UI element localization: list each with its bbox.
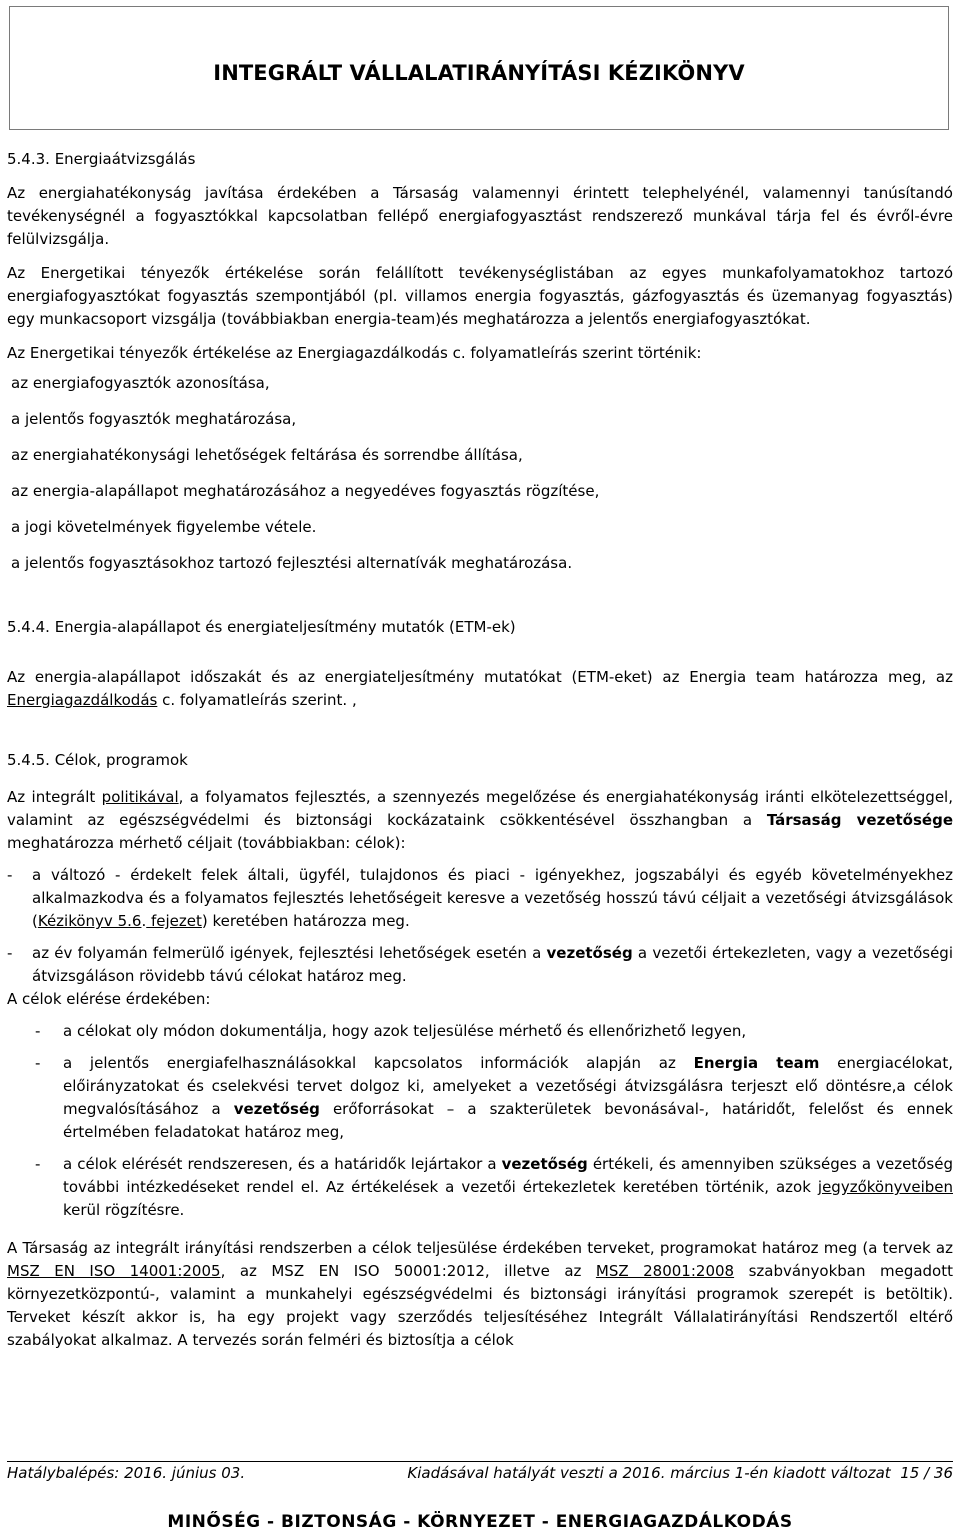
paragraph: Az Energetikai tényezők értékelése során felállított tevékenységlistában az egyes munkafolyamatokhoz tartozó energiafogyasztókat fogyasztás szempontjából (pl. villamos energia fogyasztás, gázfogyasztás és üzemanyag fogyasztás) egy munkacsoport vizsgálja (továbbiakban energia-team)és meghatározza a jelentős energiafogyasztókat. — [7, 264, 953, 328]
section-heading-5-4-5: 5.4.5. Célok, programok — [7, 751, 188, 769]
fejezet-link[interactable]: fejezet — [146, 912, 202, 930]
list-item: a jelentős fogyasztók meghatározása, — [11, 410, 297, 428]
section-heading-5-4-3: 5.4.3. Energiaátvizsgálás — [7, 150, 196, 168]
iso-14001-link[interactable]: MSZ EN ISO 14001:2005 — [7, 1262, 221, 1280]
consumer-steps-list — [7, 372, 953, 575]
msz-28001-link[interactable]: MSZ 28001:2008 — [595, 1262, 735, 1280]
list-item: - a jelentős energiafelhasználásokkal kapcsolatos információk alapján az Energia team energiacélokat, előirányzatokat és cselekvési tervet dolgoz ki, amelyeket a vezetőségi átvizsgálásra terjeszt elő döntésre,a célok megvalósításához a vezetőség erőforrásokat – a szakterületek bevonásával-, határidőt, felelőst és ennek értelmében feladatokat határoz meg, — [35, 1054, 953, 1141]
effective-date: Hatálybalépés: 2016. június 03. — [7, 1464, 246, 1482]
politika-link[interactable]: politikával — [101, 788, 179, 806]
list-item: a jelentős fogyasztásokhoz tartozó fejlesztési alternatívák meghatározása. — [11, 554, 573, 572]
section-heading-5-4-4: 5.4.4. Energia-alapállapot és energiateljesítmény mutatók (ETM-ek) — [7, 618, 516, 636]
page-number: 15 / 36 — [900, 1464, 953, 1482]
energiagazdalkodas-link[interactable]: Energiagazdálkodás — [7, 691, 158, 709]
list-item: az energiahatékonysági lehetőségek feltárása és sorrendbe állítása, — [11, 446, 523, 464]
list-item: az energia-alapállapot meghatározásához a negyedéves fogyasztás rögzítése, — [11, 482, 600, 500]
supersedes-note: Kiadásával hatályát veszti a 2016. március 1-én kiadott változat — [407, 1464, 891, 1482]
jegyzokonyv-link[interactable]: jegyzőkönyveiben — [817, 1178, 953, 1196]
paragraph: Az energiahatékonyság javítása érdekében a Társaság valamennyi érintett telephelyénél, valamennyi tanúsítandó tevékenységnél a fogyasztókkal kapcsolatban fellépő energiafogyasztást rendszerező munkával tárja fel és évről-évre felülvizsgálja. — [7, 184, 953, 248]
paragraph: A Társaság az integrált irányítási rendszerben a célok teljesülése érdekében terveket, programokat határoz meg (a tervek az MSZ EN ISO 14001:2005, az MSZ EN ISO 50001:2012, illetve az MSZ 28001:2008 szabványokban megadott környezetközpontú-, valamint a munkahelyi egészségvédelmi és biztonsági irányítási programok szerepét is betöltik). Terveket készít akkor is, ha egy projekt vagy szerződés teljesítéséhez Integrált Vállalatirányítási Rendszertől eltérő szabályokat alkalmaz. A tervezés során felméri és biztosítja a célok — [7, 1239, 954, 1349]
footer-tagline: MINŐSÉG - BIZTONSÁG - KÖRNYEZET - ENERGIAGAZDÁLKODÁS — [167, 1512, 793, 1532]
paragraph: Az integrált politikával, a folyamatos fejlesztés, a szennyezés megelőzése és energiahatékonyság iránti elkötelezettséggel, valamint az egészségvédelmi és biztonsági kockázataink csökkentésével összhangban a Társaság vezetősége meghatározza mérhető céljait (továbbiakban: célok): — [7, 788, 953, 852]
list-item: - a célok elérését rendszeresen, és a határidők lejártakor a vezetőség értékeli, és amennyiben szükséges a vezetőség további intézkedéseket rendel el. Az értékelések a vezetői értekezletek keretében történik, azok jegyzőkönyveiben kerül rögzítésre. — [35, 1155, 953, 1219]
list-item: - a változó - érdekelt felek általi, ügyfél, tulajdonos és piaci - igényekhez, jogszabályi és egyéb követelményekhez alkalmazkodva és a folyamatos fejlesztés lehetőségeit keresve a vezetőség hosszú távú céljait a vezetőségi átvizsgálások (Kézikönyv 5.6. fejezet) keretében határozza meg. — [7, 866, 953, 930]
page-content — [7, 148, 953, 1352]
paragraph: Az Energetikai tényezők értékelése az Energiagazdálkodás c. folyamatleírás szerint történik: — [7, 344, 702, 362]
header-box — [9, 6, 949, 130]
footer-divider — [7, 1461, 953, 1462]
footer-right — [407, 1464, 953, 1482]
list-item: a jogi követelmények figyelembe vétele. — [11, 518, 317, 536]
paragraph: Az energia-alapállapot időszakát és az energiateljesítmény mutatókat (ETM-eket) az Energia team határozza meg, az Energiagazdálkodás c. folyamatleírás szerint. , — [7, 668, 953, 709]
kezikonyv-link[interactable]: Kézikönyv 5.6 — [37, 912, 142, 930]
list-item: - az év folyamán felmerülő igények, fejlesztési lehetőségek esetén a vezetőség a vezetői értekezleten, vagy a vezetőségi átvizsgáláson rövidebb távú célokat határoz meg. — [7, 944, 953, 985]
paragraph: A célok elérése érdekében: — [7, 990, 211, 1008]
document-title: INTEGRÁLT VÁLLALATIRÁNYÍTÁSI KÉZIKÖNYV — [213, 61, 745, 85]
list-item: az energiafogyasztók azonosítása, — [11, 374, 270, 392]
list-item: - a célokat oly módon dokumentálja, hogy azok teljesülése mérhető és ellenőrizhető legyen, — [35, 1022, 747, 1040]
